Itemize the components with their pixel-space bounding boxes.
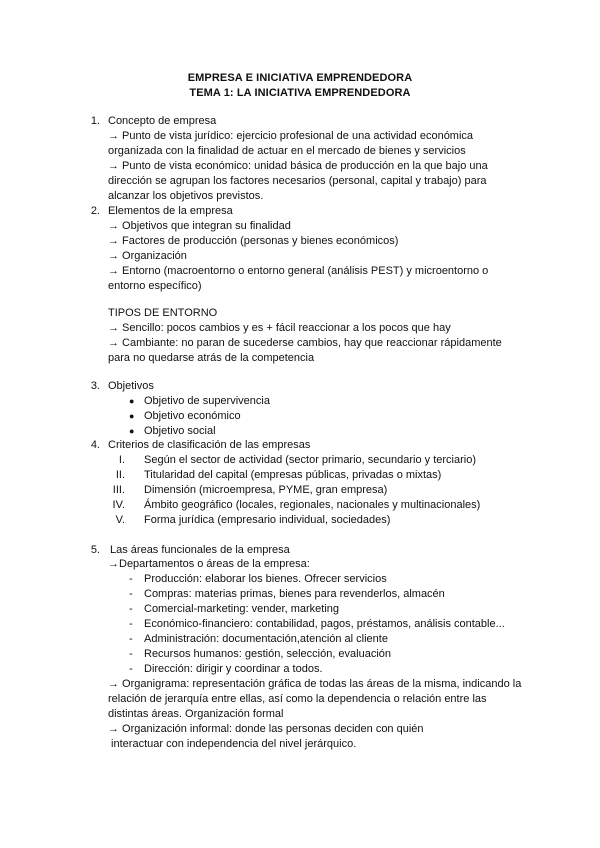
roman-numeral: IV.	[112, 499, 125, 511]
text-line: → Organización informal: donde las personas deciden con quién	[108, 723, 424, 735]
text-line: alcanzar los objetivos previstos.	[108, 190, 264, 202]
list-item: Económico-financiero: contabilidad, pagos, préstamos, análisis contable...	[144, 618, 505, 630]
text-line: → Sencillo: pocos cambios y es + fácil reaccionar a los pocos que hay	[108, 322, 451, 334]
text-line: dirección se agrupan los factores necesarios (personal, capital y trabajo) para	[108, 175, 487, 187]
text-line: interactuar con independencia del nivel jerárquico.	[108, 738, 357, 750]
section-heading: Objetivos	[108, 380, 154, 392]
text-line: para no quedarse atrás de la competencia	[108, 352, 315, 364]
text-line: distintas áreas. Organización formal	[108, 708, 284, 720]
text-line: entorno específico)	[108, 280, 202, 292]
list-item: Compras: materias primas, bienes para revenderlos, almacén	[144, 588, 445, 600]
list-item: Según el sector de actividad (sector primario, secundario y terciario)	[144, 454, 476, 466]
list-item: Objetivo social	[144, 425, 216, 437]
text-line: → Organigrama: representación gráfica de todas las áreas de la misma, indicando la	[108, 678, 522, 690]
topic-title: TEMA 1: LA INICIATIVA EMPRENDEDORA	[189, 87, 411, 99]
list-item: Administración: documentación,atención al cliente	[144, 633, 388, 645]
section-heading: Concepto de empresa	[108, 115, 217, 127]
section-number: 1.	[90, 115, 100, 127]
list-item: Objetivo de supervivencia	[144, 395, 270, 407]
list-item: Recursos humanos: gestión, selección, evaluación	[144, 648, 392, 660]
list-item: Forma jurídica (empresario individual, sociedades)	[144, 514, 391, 526]
list-item: Objetivo económico	[144, 410, 241, 422]
dash-marker: -	[129, 573, 133, 585]
dash-marker: -	[129, 633, 133, 645]
list-item: Comercial-marketing: vender, marketing	[144, 603, 340, 615]
dash-marker: -	[129, 648, 133, 660]
text-line: organizada con la finalidad de actuar en el mercado de bienes y servicios	[108, 145, 466, 157]
dash-marker: -	[129, 588, 133, 600]
list-item: Titularidad del capital (empresas públicas, privadas o mixtas)	[144, 469, 442, 481]
text-line: relación de jerarquía entre ellas, así como la dependencia o relación entre las	[108, 693, 487, 705]
document-title: EMPRESA E INICIATIVA EMPRENDEDORA	[187, 72, 413, 84]
section-number: 3.	[90, 380, 100, 392]
text-line: → Punto de vista económico: unidad básica de producción en la que bajo una	[108, 160, 488, 172]
bullet-icon: ●	[129, 396, 135, 406]
list-item: Dirección: dirigir y coordinar a todos.	[144, 663, 323, 675]
roman-numeral: V.	[115, 514, 125, 526]
text-line: → Punto de vista jurídico: ejercicio profesional de una actividad económica	[108, 130, 474, 142]
roman-numeral: III.	[112, 484, 125, 496]
section-number: 2.	[90, 205, 100, 217]
text-line: → Entorno (macroentorno o entorno general (análisis PEST) y microentorno o	[108, 265, 489, 277]
text-line: → Objetivos que integran su finalidad	[108, 220, 291, 232]
roman-numeral: II.	[115, 469, 125, 481]
section-heading: Elementos de la empresa	[108, 205, 233, 217]
text-line: → Factores de producción (personas y bienes económicos)	[108, 235, 399, 247]
dash-marker: -	[129, 663, 133, 675]
subsection-heading: TIPOS DE ENTORNO	[108, 307, 218, 319]
dash-marker: -	[129, 618, 133, 630]
bullet-icon: ●	[129, 426, 135, 436]
list-item: Dimensión (microempresa, PYME, gran empresa)	[144, 484, 388, 496]
text-line: → Organización	[108, 250, 187, 262]
text-line: →Departamentos o áreas de la empresa:	[108, 558, 310, 570]
list-item: Ámbito geográfico (locales, regionales, nacionales y multinacionales)	[144, 499, 481, 511]
bullet-icon: ●	[129, 411, 135, 421]
section-number: 4.	[90, 439, 100, 451]
list-item: Producción: elaborar los bienes. Ofrecer servicios	[144, 573, 387, 585]
section-number: 5.	[90, 544, 100, 556]
section-heading: Criterios de clasificación de las empresas	[108, 439, 311, 451]
dash-marker: -	[129, 603, 133, 615]
section-heading: Las áreas funcionales de la empresa	[110, 544, 290, 556]
text-line: → Cambiante: no paran de sucederse cambios, hay que reaccionar rápidamente	[108, 337, 502, 349]
roman-numeral: I.	[118, 454, 125, 466]
